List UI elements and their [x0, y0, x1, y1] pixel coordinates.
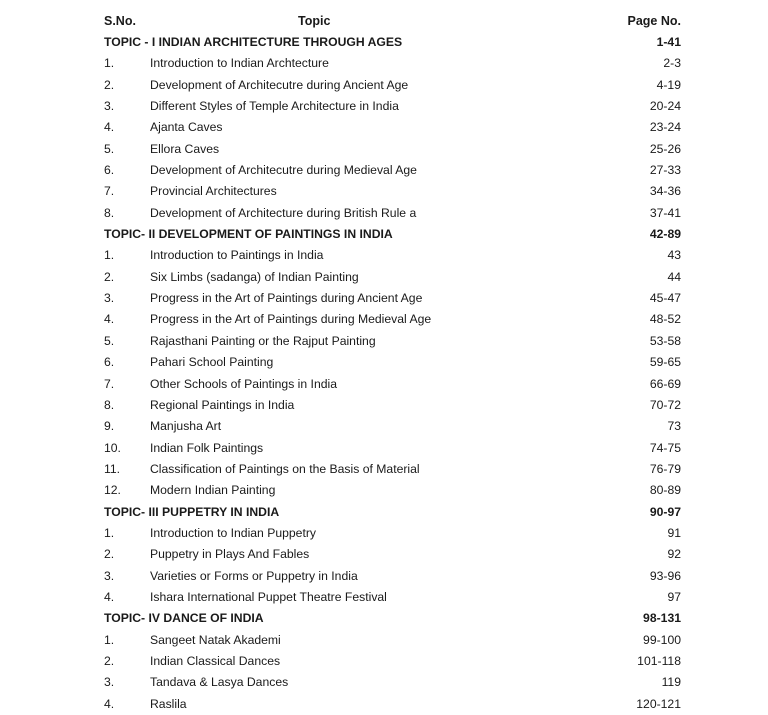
toc-item-row: [0, 75, 768, 96]
serial-number: 2.: [104, 269, 115, 284]
toc-item-row: [0, 53, 768, 74]
page-range: 70-72: [649, 397, 681, 412]
page-range: 101-118: [637, 653, 681, 668]
serial-number: 5.: [104, 141, 115, 156]
toc-item-row: [0, 630, 768, 651]
toc-item-row: [0, 395, 768, 416]
serial-number: 2.: [104, 77, 115, 92]
serial-number: 3.: [104, 99, 115, 114]
topic-title: Introduction to Indian Archtecture: [150, 56, 329, 71]
serial-number: 7.: [104, 376, 115, 391]
page-range: 73: [667, 419, 681, 434]
sno-column-header: S.No.: [104, 14, 136, 28]
page-range: 23-24: [649, 120, 681, 135]
toc-section-row: [0, 502, 768, 523]
serial-number: 1.: [104, 248, 115, 263]
page-range: 48-52: [649, 312, 681, 327]
topic-title: Ajanta Caves: [150, 120, 223, 135]
toc-item-row: [0, 245, 768, 266]
toc-item-row: [0, 139, 768, 160]
serial-number: 4.: [104, 589, 115, 604]
topic-title: Tandava & Lasya Dances: [150, 675, 289, 690]
toc-item-row: [0, 694, 768, 715]
page-range: 97: [667, 589, 681, 604]
toc-item-row: [0, 672, 768, 693]
page-range: 91: [667, 525, 681, 540]
page-range: 59-65: [649, 355, 681, 370]
topic-title: Other Schools of Paintings in India: [150, 376, 337, 391]
serial-number: 1.: [104, 632, 115, 647]
topic-title: Progress in the Art of Paintings during Ancient Age: [150, 291, 423, 306]
toc-item-row: [0, 181, 768, 202]
topic-title: Provincial Architectures: [150, 184, 277, 199]
topic-title: Manjusha Art: [150, 419, 222, 434]
topic-title: Raslila: [150, 696, 187, 711]
section-title: TOPIC- III PUPPETRY IN INDIA: [104, 504, 280, 519]
toc-section-row: [0, 32, 768, 53]
page-range: 45-47: [649, 291, 681, 306]
page-range: 4-19: [656, 77, 681, 92]
topic-title: Development of Architecture during British Rule a: [150, 205, 417, 220]
page-range: 2-3: [663, 56, 681, 71]
page-range: 27-33: [649, 163, 681, 178]
serial-number: 4.: [104, 120, 115, 135]
page-range: 99-100: [643, 632, 681, 647]
page-range: 53-58: [649, 333, 681, 348]
page-range: 44: [667, 269, 681, 284]
section-title: TOPIC- II DEVELOPMENT OF PAINTINGS IN INDIA: [104, 227, 393, 242]
topic-title: Indian Folk Paintings: [150, 440, 264, 455]
toc-section-row: [0, 608, 768, 629]
serial-number: 11.: [104, 461, 121, 476]
serial-number: 5.: [104, 333, 115, 348]
page-range: 92: [667, 547, 681, 562]
page-range: 120-121: [636, 696, 681, 711]
topic-title: Indian Classical Dances: [150, 653, 281, 668]
serial-number: 1.: [104, 56, 115, 71]
serial-number: 8.: [104, 397, 115, 412]
serial-number: 4.: [104, 312, 115, 327]
serial-number: 1.: [104, 525, 115, 540]
toc-item-row: [0, 267, 768, 288]
page-range: 74-75: [649, 440, 681, 455]
serial-number: 9.: [104, 419, 115, 434]
topic-title: Puppetry in Plays And Fables: [150, 547, 310, 562]
toc-item-row: [0, 523, 768, 544]
toc-item-row: [0, 288, 768, 309]
serial-number: 8.: [104, 205, 115, 220]
topic-title: Introduction to Indian Puppetry: [150, 525, 316, 540]
toc-rows: [0, 32, 768, 715]
serial-number: 2.: [104, 653, 115, 668]
topic-title: Varieties or Forms or Puppetry in India: [150, 568, 358, 583]
topic-title: Classification of Paintings on the Basis of Material: [150, 461, 420, 476]
page-range: 80-89: [649, 483, 681, 498]
toc-item-row: [0, 117, 768, 138]
toc-item-row: [0, 651, 768, 672]
page-range: 20-24: [649, 99, 681, 114]
topic-title: Development of Architecutre during Medieval Age: [150, 163, 417, 178]
toc-item-row: [0, 480, 768, 501]
section-title: TOPIC - I INDIAN ARCHITECTURE THROUGH AGES: [104, 35, 403, 49]
page-range: 90-97: [649, 504, 681, 519]
serial-number: 2.: [104, 547, 115, 562]
page-range: 98-131: [643, 611, 681, 626]
toc-item-row: [0, 160, 768, 181]
toc-item-row: [0, 374, 768, 395]
toc-item-row: [0, 587, 768, 608]
serial-number: 4.: [104, 696, 115, 711]
topic-title: Sangeet Natak Akademi: [150, 632, 281, 647]
toc-item-row: [0, 416, 768, 437]
serial-number: 3.: [104, 568, 115, 583]
topic-title: Ishara International Puppet Theatre Festival: [150, 589, 387, 604]
topic-title: Regional Paintings in India: [150, 397, 295, 412]
serial-number: 7.: [104, 184, 115, 199]
serial-number: 10.: [104, 440, 121, 455]
topic-title: Progress in the Art of Paintings during Medieval Age: [150, 312, 432, 327]
topic-title: Development of Architecutre during Ancient Age: [150, 77, 409, 92]
toc-item-row: [0, 438, 768, 459]
page-range: 93-96: [649, 568, 681, 583]
section-title: TOPIC- IV DANCE OF INDIA: [104, 611, 264, 626]
page-column-header: Page No.: [627, 14, 681, 28]
toc-item-row: [0, 309, 768, 330]
toc-item-row: [0, 96, 768, 117]
toc-section-row: [0, 224, 768, 245]
topic-title: Introduction to Paintings in India: [150, 248, 324, 263]
serial-number: 3.: [104, 675, 115, 690]
toc-item-row: [0, 203, 768, 224]
table-header: [0, 10, 768, 32]
topic-title: Modern Indian Painting: [150, 483, 276, 498]
topic-title: Pahari School Painting: [150, 355, 274, 370]
serial-number: 3.: [104, 291, 115, 306]
toc-item-row: [0, 459, 768, 480]
page-range: 37-41: [649, 205, 681, 220]
page-range: 25-26: [649, 141, 681, 156]
topic-title: Ellora Caves: [150, 141, 220, 156]
page-range: 43: [667, 248, 681, 263]
page-range: 1-41: [656, 35, 681, 49]
serial-number: 6.: [104, 163, 115, 178]
topic-title: Rajasthani Painting or the Rajput Painting: [150, 333, 376, 348]
toc-item-row: [0, 352, 768, 373]
topic-title: Six Limbs (sadanga) of Indian Painting: [150, 269, 359, 284]
page-range: 76-79: [649, 461, 681, 476]
page-range: 119: [661, 675, 681, 690]
toc-item-row: [0, 331, 768, 352]
serial-number: 6.: [104, 355, 115, 370]
topic-column-header: Topic: [298, 14, 331, 28]
page-range: 34-36: [649, 184, 681, 199]
topic-title: Different Styles of Temple Architecture in India: [150, 99, 399, 114]
toc-item-row: [0, 566, 768, 587]
toc-item-row: [0, 544, 768, 565]
serial-number: 12.: [104, 483, 121, 498]
page-range: 42-89: [649, 227, 681, 242]
page-range: 66-69: [649, 376, 681, 391]
